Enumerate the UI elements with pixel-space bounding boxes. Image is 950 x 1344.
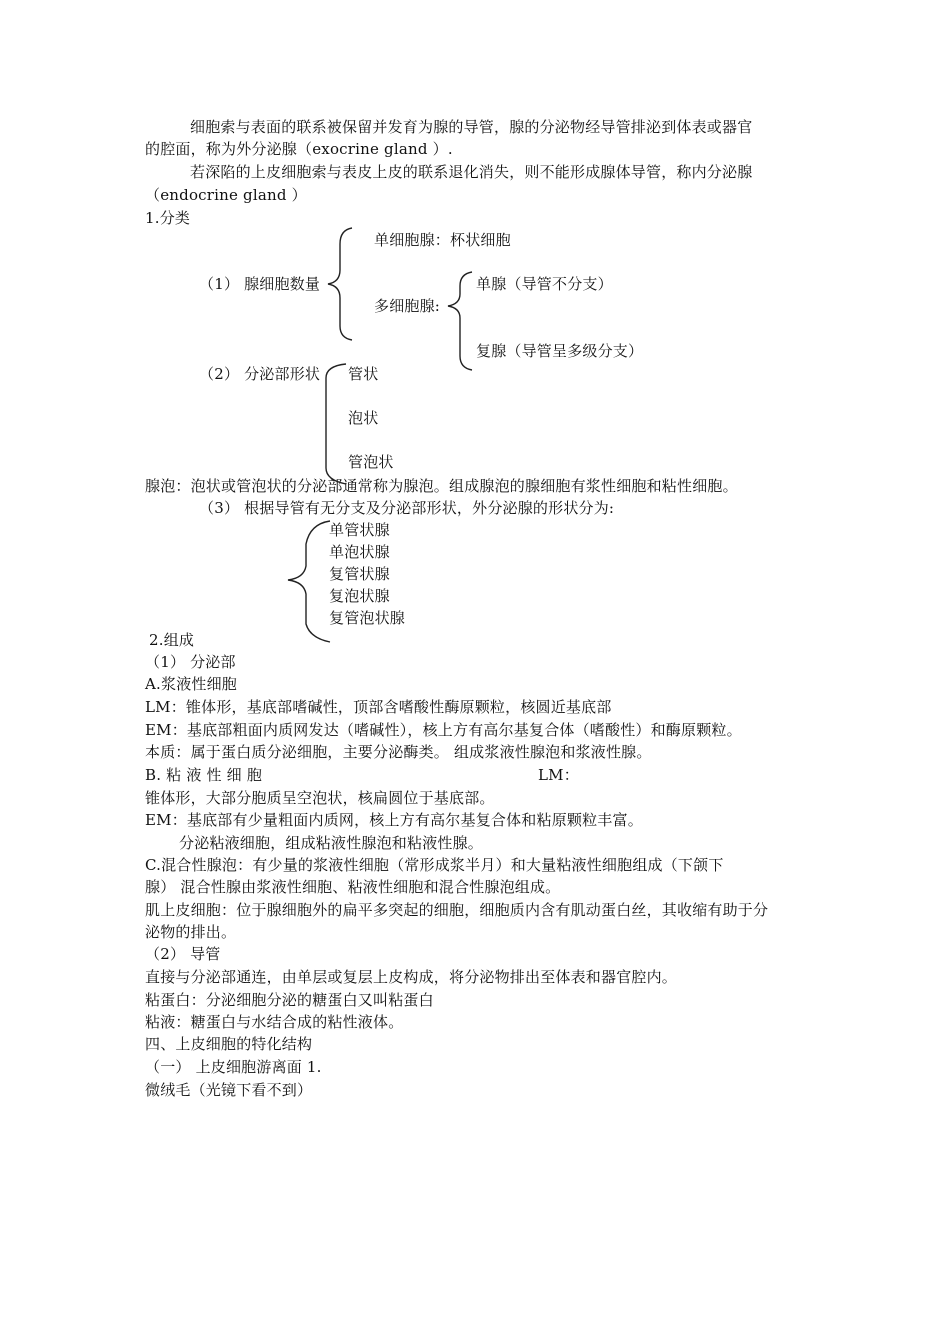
item1-label: （1） 腺细胞数量 (199, 275, 321, 293)
brace-secretory-shape (326, 364, 346, 484)
mixed-acinus-line2: 腺） 混合性腺由浆液性细胞、粘液性细胞和混合性腺泡组成。 (145, 878, 561, 896)
brace-gland-forms (288, 521, 330, 642)
mucous-cell-title: B. 粘 液 性 细 胞 (145, 766, 263, 784)
myoepithelial-line2: 泌物的排出。 (145, 923, 237, 941)
shape-option-tubuloalveolar: 管泡状 (348, 453, 394, 471)
brace-multicellular (448, 272, 472, 370)
para2-line2: （endocrine gland ） (145, 186, 307, 204)
section1-title: 1.分类 (145, 209, 191, 227)
mucus-definition: 粘液：糖蛋白与水结合成的粘性液体。 (145, 1013, 404, 1031)
shape-option-alveolar: 泡状 (348, 409, 379, 427)
item2-label: （2） 分泌部形状 (199, 365, 321, 383)
duct-heading: （2） 导管 (145, 945, 221, 963)
microvilli-line: 微绒毛（光镜下看不到） (145, 1081, 313, 1099)
mucous-lm-label: LM： (538, 766, 579, 784)
gland-shape-4: 复泡状腺 (329, 587, 390, 605)
multi-cell-gland: 多细胞腺: (374, 297, 441, 315)
item3-label: （3） 根据导管有无分支及分泌部形状，外分泌腺的形状分为: (199, 499, 615, 517)
gland-shape-2: 单泡状腺 (329, 543, 390, 561)
section4-title: 四、上皮细胞的特化结构 (145, 1035, 313, 1053)
brace-cell-count (328, 228, 352, 340)
myoepithelial-line1: 肌上皮细胞：位于腺细胞外的扁平多突起的细胞，细胞质内含有肌动蛋白丝，其收缩有助于分 (145, 901, 769, 919)
serous-em: EM：基底部粗面内质网发达（嗜碱性），核上方有高尔基复合体（嗜酸性）和酶原颗粒。 (145, 721, 742, 739)
gland-shape-1: 单管状腺 (329, 521, 390, 539)
compound-gland: 复腺（导管呈多级分支） (476, 342, 644, 360)
mucous-lm: 锥体形，大部分胞质呈空泡状，核扁圆位于基底部。 (145, 789, 495, 807)
para2-line1: 若深陷的上皮细胞索与表皮上皮的联系退化消失，则不能形成腺体导管，称内分泌腺 (190, 163, 753, 181)
secretory-part-heading: （1） 分泌部 (145, 653, 236, 671)
simple-gland: 单腺（导管不分支） (476, 275, 613, 293)
gland-shape-5: 复管泡状腺 (329, 609, 406, 627)
acinus-definition: 腺泡：泡状或管泡状的分泌部通常称为腺泡。组成腺泡的腺细胞有浆性细胞和粘性细胞。 (145, 477, 738, 495)
free-surface-heading: （一） 上皮细胞游离面 1. (145, 1058, 322, 1076)
serous-lm: LM：锥体形，基底部嗜碱性，顶部含嗜酸性酶原颗粒，核圆近基底部 (145, 698, 612, 716)
section2-title: 2.组成 (149, 631, 195, 649)
mixed-acinus-line1: C.混合性腺泡：有少量的浆液性细胞（常形成浆半月）和大量粘液性细胞组成（下颌下 (145, 856, 724, 874)
para1-line1: 细胞索与表面的联系被保留并发育为腺的导管，腺的分泌物经导管排泌到体表或器官 (190, 118, 753, 136)
serous-cell-title: A.浆液性细胞 (145, 675, 238, 693)
serous-nature: 本质：属于蛋白质分泌细胞，主要分泌酶类。 组成浆液性腺泡和浆液性腺。 (145, 743, 652, 761)
gland-shape-3: 复管状腺 (329, 565, 390, 583)
single-cell-gland: 单细胞腺：杯状细胞 (374, 231, 511, 249)
para1-line2: 的腔面，称为外分泌腺（exocrine gland ）. (145, 140, 453, 158)
mucin-definition: 粘蛋白：分泌细胞分泌的糖蛋白又叫粘蛋白 (145, 991, 434, 1009)
mucous-function: 分泌粘液细胞，组成粘液性腺泡和粘液性腺。 (179, 834, 484, 852)
duct-description: 直接与分泌部通连，由单层或复层上皮构成，将分泌物排出至体表和器官腔内。 (145, 968, 678, 986)
shape-option-tubular: 管状 (348, 365, 379, 383)
mucous-em: EM：基底部有少量粗面内质网，核上方有高尔基复合体和粘原颗粒丰富。 (145, 811, 643, 829)
